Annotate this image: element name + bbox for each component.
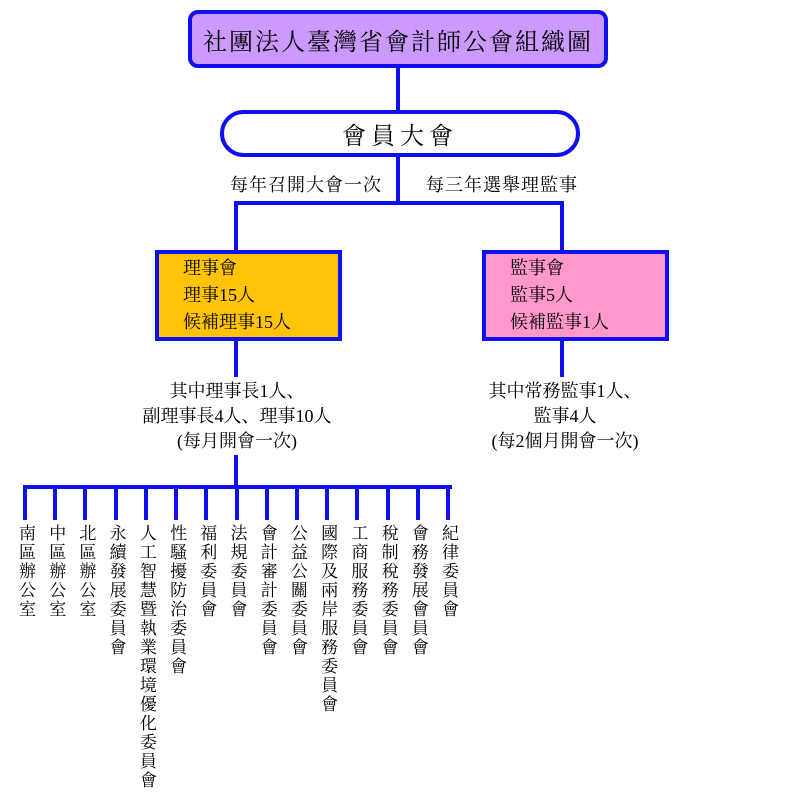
committee-label: 稅制稅務委員會 (378, 524, 398, 657)
committee-column (253, 489, 281, 657)
committee-label: 會計審計委員會 (257, 524, 277, 657)
committee-column (223, 489, 251, 619)
committee-label: 福利委員會 (197, 524, 217, 619)
committee-label: 公益公關委員會 (287, 524, 307, 657)
committee-column (283, 489, 311, 657)
board-line-2: 理事15人 (183, 285, 255, 305)
committee-column (434, 489, 462, 619)
connector-assembly-to-branch (396, 149, 400, 203)
connector-committee-stub (295, 489, 299, 520)
committee-label: 人工智慧暨執業環境優化委員會 (136, 524, 156, 790)
committee-label: 性騷擾防治委員會 (167, 524, 187, 676)
board-line-1: 理事會 (183, 258, 237, 278)
connector-committee-stub (325, 489, 329, 520)
committee-column (313, 489, 341, 714)
board-note (112, 379, 362, 454)
supervisors-box (482, 250, 669, 341)
supervisor-note-line-1: 其中常務監事1人、 (488, 381, 642, 401)
committee-column (343, 489, 371, 657)
board-line-3: 候補理事15人 (183, 312, 291, 332)
board-note-line-3: (每月開會一次) (177, 431, 297, 451)
committee-label: 工商服務委員會 (348, 524, 368, 657)
committee-column (404, 489, 432, 657)
connector-committee-stub (174, 489, 178, 520)
committee-label: 紀律委員會 (439, 524, 458, 619)
connector-note-to-committees (234, 455, 238, 487)
connector-branch-horizontal (234, 201, 564, 205)
supervisor-line-2: 監事5人 (510, 285, 573, 305)
supervisor-line-1: 監事會 (510, 258, 564, 278)
chart-title: 社團法人臺灣省會計師公會組織圖 (203, 29, 593, 56)
committee-column (132, 489, 160, 790)
connector-committee-stub (53, 489, 57, 520)
member-assembly-box (220, 110, 580, 157)
connector-committee-stub (235, 489, 239, 520)
connector-drop-supervisor (560, 201, 564, 250)
committee-column (374, 489, 402, 657)
committee-label: 法規委員會 (227, 524, 247, 619)
board-note-line-1: 其中理事長1人、 (169, 381, 305, 401)
chart-title-box (188, 10, 608, 68)
connector-committee-stub (144, 489, 148, 520)
committee-label: 北區辦公室 (76, 524, 96, 619)
committee-label: 永續發展委員會 (106, 524, 126, 657)
connector-committee-stub (446, 489, 450, 520)
connector-committee-stub (204, 489, 208, 520)
committee-column (71, 489, 99, 619)
connector-committee-stub (114, 489, 118, 520)
member-assembly-label: 會員大會 (342, 124, 458, 150)
connector-committee-stub (355, 489, 359, 520)
committee-column (102, 489, 130, 657)
supervisor-note-line-3: (每2個月開會一次) (491, 431, 639, 451)
supervisor-note (440, 379, 690, 454)
committee-column (41, 489, 69, 619)
annual-meeting-label: 每年召開大會一次 (230, 175, 382, 195)
connector-committee-stub (386, 489, 390, 520)
election-label: 每三年選舉理監事 (426, 175, 578, 195)
committee-column (162, 489, 190, 676)
board-note-line-2: 副理事長4人、理事10人 (142, 406, 332, 426)
committee-column (11, 489, 39, 619)
connector-committee-stub (265, 489, 269, 520)
board-of-directors-box (155, 250, 342, 341)
connector-committee-stub (23, 489, 27, 520)
supervisor-note-line-2: 監事4人 (533, 406, 597, 426)
connector-committee-stub (83, 489, 87, 520)
committee-label: 國際及兩岸服務委員會 (318, 524, 338, 714)
committee-label: 中區辦公室 (46, 524, 66, 619)
committee-label: 會務發展會員會 (408, 524, 428, 657)
committee-column (192, 489, 220, 619)
supervisor-line-3: 候補監事1人 (510, 312, 609, 332)
connector-committee-stub (416, 489, 420, 520)
connector-drop-board (234, 201, 238, 250)
committee-label: 南區辦公室 (16, 524, 35, 619)
